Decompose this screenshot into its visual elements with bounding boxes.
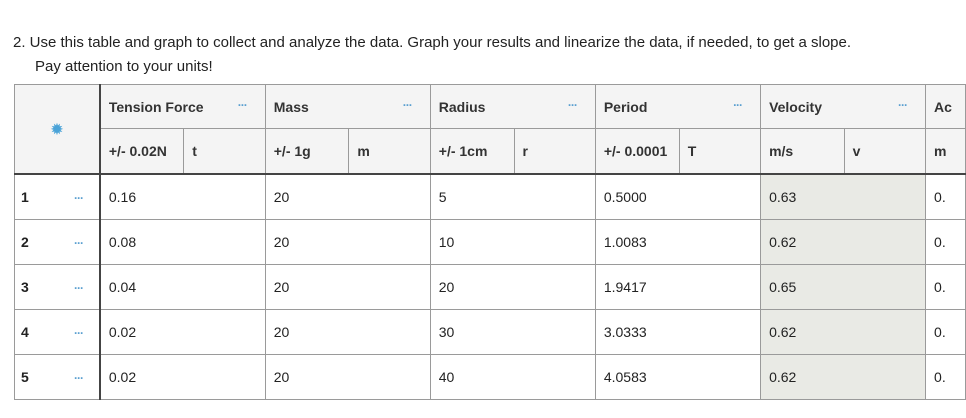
cell-radius[interactable]: 20 [430,265,595,310]
cell-ac: 0. [926,220,966,265]
data-table-container [14,84,966,400]
table-row [15,220,966,265]
table-row [15,355,966,400]
column-menu-icon[interactable]: ··· [733,98,743,112]
column-unit[interactable]: +/- 0.0001 [595,129,679,175]
column-name: Tension Force [108,98,204,115]
column-unit[interactable]: +/- 0.02N [100,129,184,175]
question-text [13,31,953,79]
column-unit[interactable]: +/- 1cm [430,129,514,175]
cell-tension-force[interactable]: 0.04 [100,265,265,310]
cell-mass[interactable]: 20 [265,174,430,220]
column-symbol[interactable]: t [184,129,266,175]
column-menu-icon[interactable]: ··· [567,98,577,112]
column-menu-icon[interactable]: ··· [898,98,908,112]
row-number: 2 [15,220,59,265]
cell-velocity: 0.62 [761,220,926,265]
cell-velocity: 0.62 [761,310,926,355]
cell-radius[interactable]: 10 [430,220,595,265]
row-menu-icon[interactable]: ··· [58,310,100,355]
column-name: Mass [273,98,309,115]
cell-tension-force[interactable]: 0.02 [100,310,265,355]
cell-period[interactable]: 1.9417 [595,265,760,310]
column-unit[interactable]: m [926,129,966,175]
column-symbol[interactable]: T [679,129,760,175]
data-table [14,84,966,400]
row-number: 5 [15,355,59,400]
table-settings-cell[interactable] [15,85,100,175]
cell-ac: 0. [926,310,966,355]
row-menu-icon[interactable]: ··· [58,220,100,265]
column-header-mass[interactable] [265,85,430,129]
column-menu-icon[interactable]: ··· [402,98,412,112]
column-menu-icon[interactable]: ··· [237,98,247,112]
column-name: Radius [438,98,486,115]
cell-tension-force[interactable]: 0.08 [100,220,265,265]
cell-radius[interactable]: 5 [430,174,595,220]
question-line-2: Pay attention to your units! [35,58,213,75]
column-unit[interactable]: m/s [761,129,845,175]
cell-velocity: 0.62 [761,355,926,400]
cell-ac: 0. [926,174,966,220]
table-row [15,174,966,220]
column-header-tension-force[interactable] [100,85,265,129]
column-name: Period [603,98,648,115]
cell-velocity: 0.63 [761,174,926,220]
cell-period[interactable]: 0.5000 [595,174,760,220]
cell-period[interactable]: 1.0083 [595,220,760,265]
column-symbol[interactable]: m [349,129,430,175]
column-symbol[interactable]: r [514,129,595,175]
cell-radius[interactable]: 40 [430,355,595,400]
row-number: 1 [15,174,59,220]
cell-mass[interactable]: 20 [265,220,430,265]
gear-icon[interactable]: ✹ [51,120,63,137]
cell-tension-force[interactable]: 0.16 [100,174,265,220]
table-row [15,265,966,310]
row-menu-icon[interactable]: ··· [58,174,100,220]
cell-ac: 0. [926,265,966,310]
cell-period[interactable]: 4.0583 [595,355,760,400]
column-header-radius[interactable] [430,85,595,129]
column-header-velocity[interactable] [761,85,926,129]
column-name: Ac [934,98,952,115]
row-menu-icon[interactable]: ··· [58,355,100,400]
cell-period[interactable]: 3.0333 [595,310,760,355]
table-row [15,310,966,355]
question-line-1: 2. Use this table and graph to collect and analyze the data. Graph your results and linearize the data, if needed, to get a slope. [13,34,852,51]
cell-velocity: 0.65 [761,265,926,310]
cell-radius[interactable]: 30 [430,310,595,355]
cell-ac: 0. [926,355,966,400]
row-number: 3 [15,265,59,310]
cell-mass[interactable]: 20 [265,265,430,310]
cell-mass[interactable]: 20 [265,310,430,355]
column-unit[interactable]: +/- 1g [265,129,349,175]
column-name: Velocity [769,98,822,115]
column-symbol[interactable]: v [844,129,925,175]
row-number: 4 [15,310,59,355]
cell-tension-force[interactable]: 0.02 [100,355,265,400]
column-header-ac[interactable] [926,85,966,129]
cell-mass[interactable]: 20 [265,355,430,400]
column-header-period[interactable] [595,85,760,129]
row-menu-icon[interactable]: ··· [58,265,100,310]
